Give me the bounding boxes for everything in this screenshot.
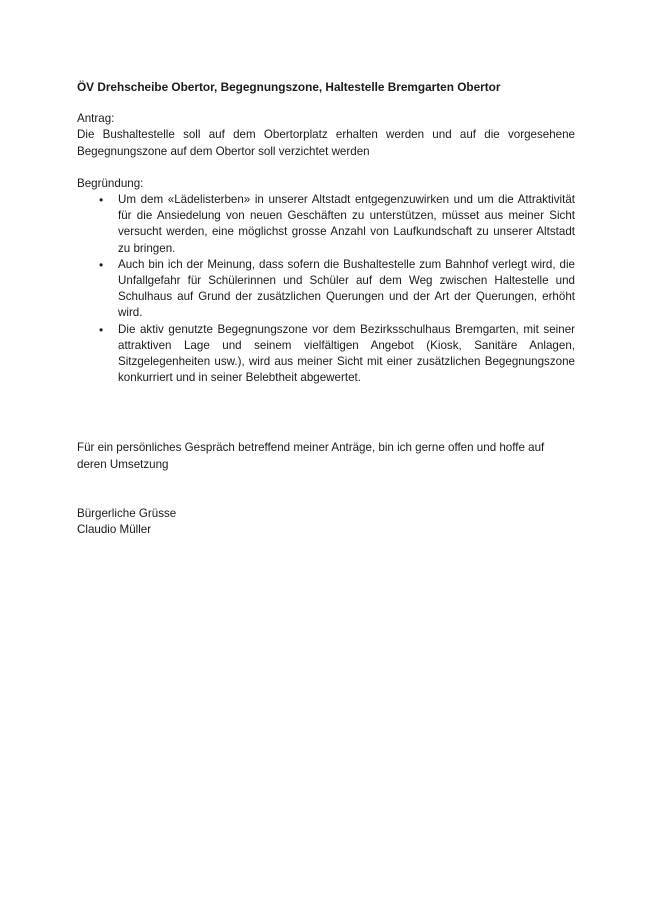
greeting: Bürgerliche Grüsse bbox=[77, 506, 177, 520]
antrag-label: Antrag: bbox=[77, 112, 115, 126]
spacer bbox=[77, 160, 575, 176]
reasons-list bbox=[77, 192, 575, 386]
antrag-text: Die Bushaltestelle soll auf dem Obertorplatz erhalten werden und auf die vorgesehene Begegnungszone auf dem Obertor soll verzichtet werden bbox=[77, 128, 575, 158]
reason-text: Um dem «Lädelisterben» in unserer Altstadt entgegenzuwirken und um die Attraktivität für die Ansiedelung von neuen Geschäften zu unterstützen, müsset aus meiner Sicht versucht werden, eine möglichst grosse Anzahl von Laufkundschaft zu unserer Altstadt zu bringen. bbox=[118, 193, 575, 255]
bullet-icon: • bbox=[99, 257, 104, 272]
reason-item bbox=[77, 192, 575, 257]
reason-text: Auch bin ich der Meinung, dass sofern die Bushaltestelle zum Bahnhof verlegt wird, die Unfallgefahr für Schülerinnen und Schüler auf dem Weg zwischen Haltestelle und Schulhaus auf Grund der zusätzlichen Querungen und der Art der Querungen, erhöht wird. bbox=[118, 257, 575, 320]
bullet-icon: • bbox=[99, 193, 104, 208]
document-title: ÖV Drehscheibe Obertor, Begegnungszone, Haltestelle Bremgarten Obertor bbox=[77, 80, 501, 94]
reason-text: Die aktiv genutzte Begegnungszone vor dem Bezirksschulhaus Bremgarten, mit seiner attraktiven Lage und seinem vielfältigen Angebot (Kiosk, Sanitäre Anlagen, Sitzgelegenheiten usw.), wird aus meiner Sicht mit einer zusätzlichen Begegnungszone konkurriert und in seiner Belebtheit abgewertet. bbox=[118, 322, 575, 385]
reason-item bbox=[77, 257, 575, 322]
bullet-icon: • bbox=[99, 322, 104, 337]
spacer bbox=[77, 473, 575, 506]
closing-text: Für ein persönliches Gespräch betreffend meiner Anträge, bin ich gerne offen und hoffe auf deren Umsetzung bbox=[77, 441, 545, 471]
signature-name: Claudio Müller bbox=[77, 523, 152, 537]
reason-item bbox=[77, 322, 575, 387]
spacer bbox=[77, 386, 575, 440]
begruendung-label: Begründung: bbox=[77, 176, 144, 190]
letter-body bbox=[77, 79, 575, 538]
